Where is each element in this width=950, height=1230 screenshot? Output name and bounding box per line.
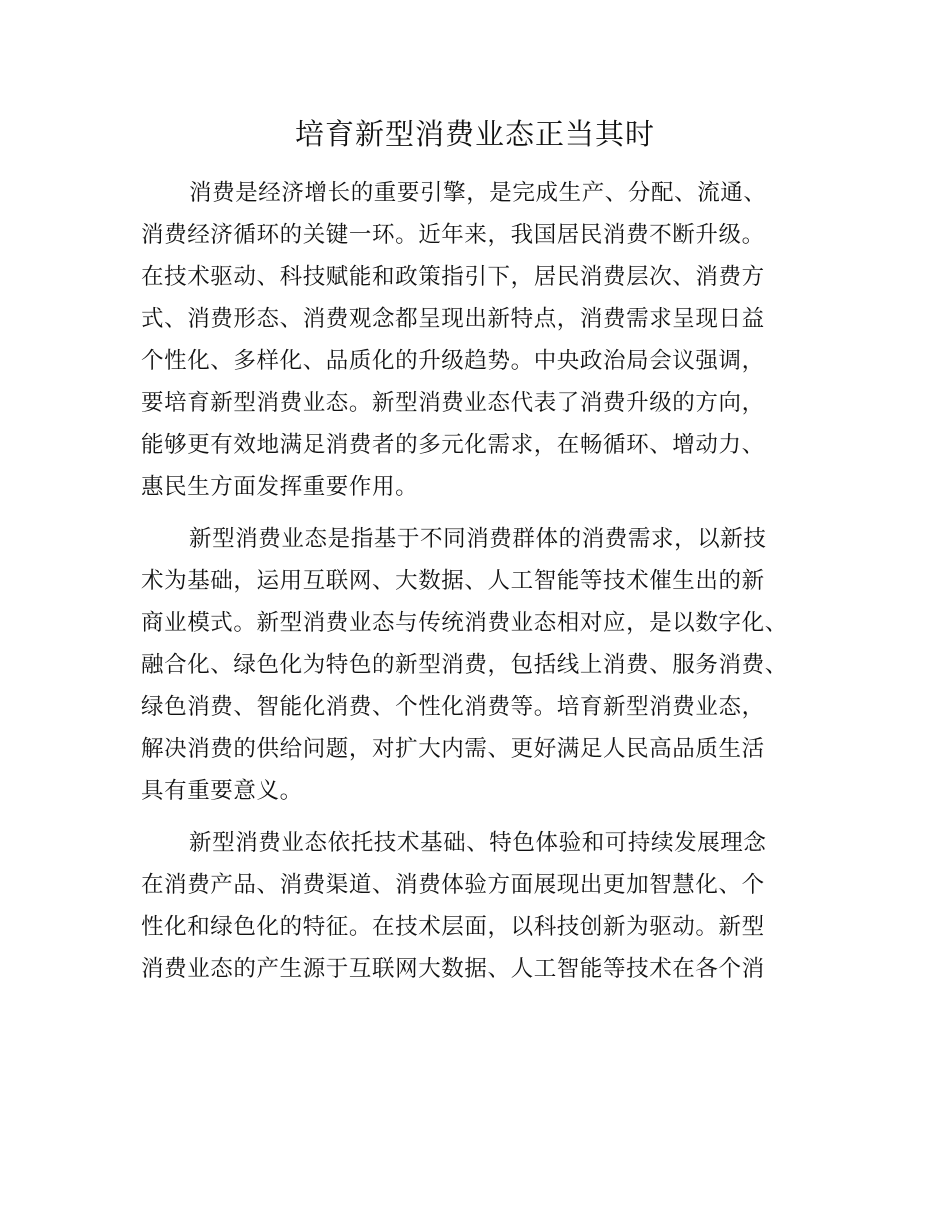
text-line: 术为基础，运用互联网、大数据、人工智能等技术催生出的新 [141, 568, 765, 594]
text-line: 惠民生方面发挥重要作用。 [141, 474, 419, 500]
text-line: 能够更有效地满足消费者的多元化需求，在畅循环、增动力、 [141, 432, 765, 458]
text-line: 新型消费业态依托技术基础、特色体验和可持续发展理念 [189, 830, 767, 856]
text-line: 新型消费业态是指基于不同消费群体的消费需求，以新技 [189, 526, 767, 552]
document-title: 培育新型消费业态正当其时 [294, 117, 655, 151]
text-line: 消费是经济增长的重要引擎，是完成生产、分配、流通、 [189, 180, 767, 206]
text-line: 在消费产品、消费渠道、消费体验方面展现出更加智慧化、个 [141, 872, 765, 898]
text-line: 式、消费形态、消费观念都呈现出新特点，消费需求呈现日益 [141, 306, 765, 332]
text-line: 要培育新型消费业态。新型消费业态代表了消费升级的方向， [141, 390, 765, 416]
paragraph-3 [141, 822, 841, 990]
paragraph-1 [141, 172, 841, 508]
paragraph-2 [141, 518, 841, 812]
text-line: 解决消费的供给问题，对扩大内需、更好满足人民高品质生活 [141, 736, 765, 762]
text-line: 具有重要意义。 [141, 778, 303, 804]
text-line: 消费业态的产生源于互联网大数据、人工智能等技术在各个消 [141, 956, 765, 982]
text-line: 商业模式。新型消费业态与传统消费业态相对应，是以数字化、 [141, 610, 788, 636]
text-line: 性化和绿色化的特征。在技术层面，以科技创新为驱动。新型 [141, 914, 765, 940]
text-line: 在技术驱动、科技赋能和政策指引下，居民消费层次、消费方 [141, 264, 765, 290]
text-line: 绿色消费、智能化消费、个性化消费等。培育新型消费业态， [141, 694, 765, 720]
text-line: 个性化、多样化、品质化的升级趋势。中央政治局会议强调， [141, 348, 765, 374]
document-body [141, 172, 841, 990]
text-line: 融合化、绿色化为特色的新型消费，包括线上消费、服务消费、 [141, 652, 788, 678]
text-line: 消费经济循环的关键一环。近年来，我国居民消费不断升级。 [141, 222, 765, 248]
